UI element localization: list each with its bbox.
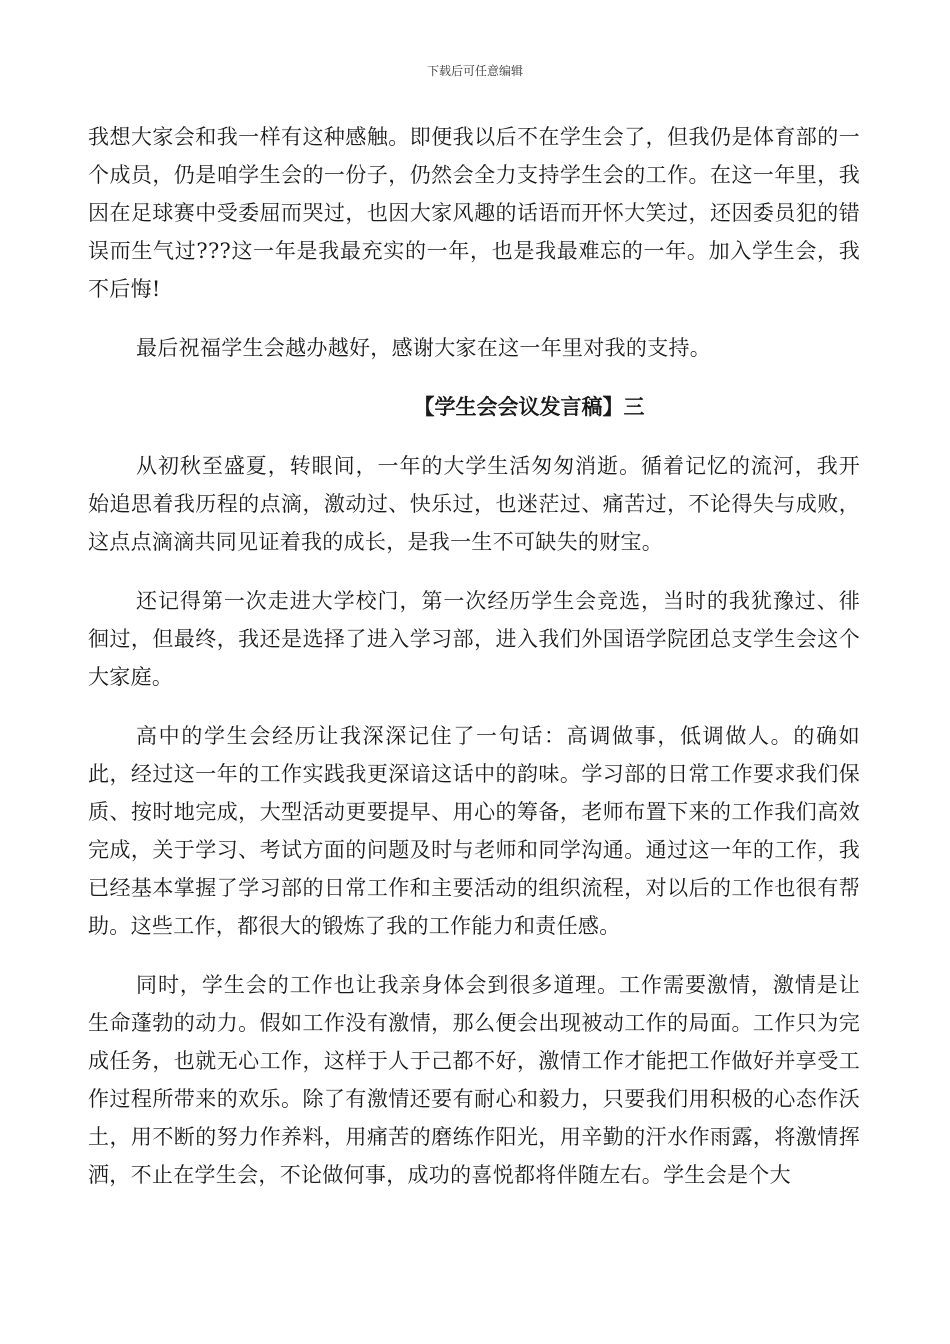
page-header-note: 下载后可任意编辑 — [426, 64, 523, 78]
document-body — [88, 118, 860, 1194]
paragraph-section-2: 还记得第一次走进大学校门，第一次经历学生会竞选，当时的我犹豫过、徘徊过，但最终，我还是选择了进入学习部，进入我们外国语学院团总支学生会这个大家庭。 — [88, 589, 860, 689]
paragraph-section-4: 同时，学生会的工作也让我亲身体会到很多道理。工作需要激情，激情是让生命蓬勃的动力。假如工作没有激情，那么便会出现被动工作的局面。工作只为完成任务，也就无心工作，这样于人于己都不好，激情工作才能把工作做好并享受工作过程所带来的欢乐。除了有激情还要有耐心和毅力，只要我们用积极的心态作沃土，用不断的努力作养料，用痛苦的磨练作阳光，用辛勤的汗水作雨露，将激情挥洒，不止在学生会，不论做何事，成功的喜悦都将伴随左右。学生会是个大 — [88, 973, 860, 1187]
paragraph-section-3: 高中的学生会经历让我深深记住了一句话：高调做事，低调做人。的确如此，经过这一年的工作实践我更深谙这话中的韵味。学习部的日常工作要求我们保质、按时地完成，大型活动更要提早、用心的筹备，老师布置下来的工作我们高效完成，关于学习、考试方面的问题及时与老师和同学沟通。通过这一年的工作，我已经基本掌握了学习部的日常工作和主要活动的组织流程，对以后的工作也很有帮助。这些工作，都很大的锻炼了我的工作能力和责任感。 — [88, 724, 860, 938]
paragraph-section-1: 从初秋至盛夏，转眼间，一年的大学生活匆匆消逝。循着记忆的流河，我开始追思着我历程的点滴，激动过、快乐过，也迷茫过、痛苦过，不论得失与成败，这点点滴滴共同见证着我的成长，是我一生不可缺失的财宝。 — [88, 454, 860, 554]
section-title: 【学生会会议发言稿】三 — [413, 394, 645, 419]
paragraph-closing-wishes: 最后祝福学生会越办越好，感谢大家在这一年里对我的支持。 — [136, 336, 712, 360]
paragraph-continuation: 我想大家会和我一样有这种感触。即便我以后不在学生会了，但我仍是体育部的一个成员，仍是咱学生会的一份子，仍然会全力支持学生会的工作。在这一年里，我因在足球赛中受委屈而哭过，也因大家风趣的话语而开怀大笑过，还因委员犯的错误而生气过???这一年是我最充实的一年，也是我最难忘的一年。加入学生会，我不后悔! — [88, 125, 860, 301]
